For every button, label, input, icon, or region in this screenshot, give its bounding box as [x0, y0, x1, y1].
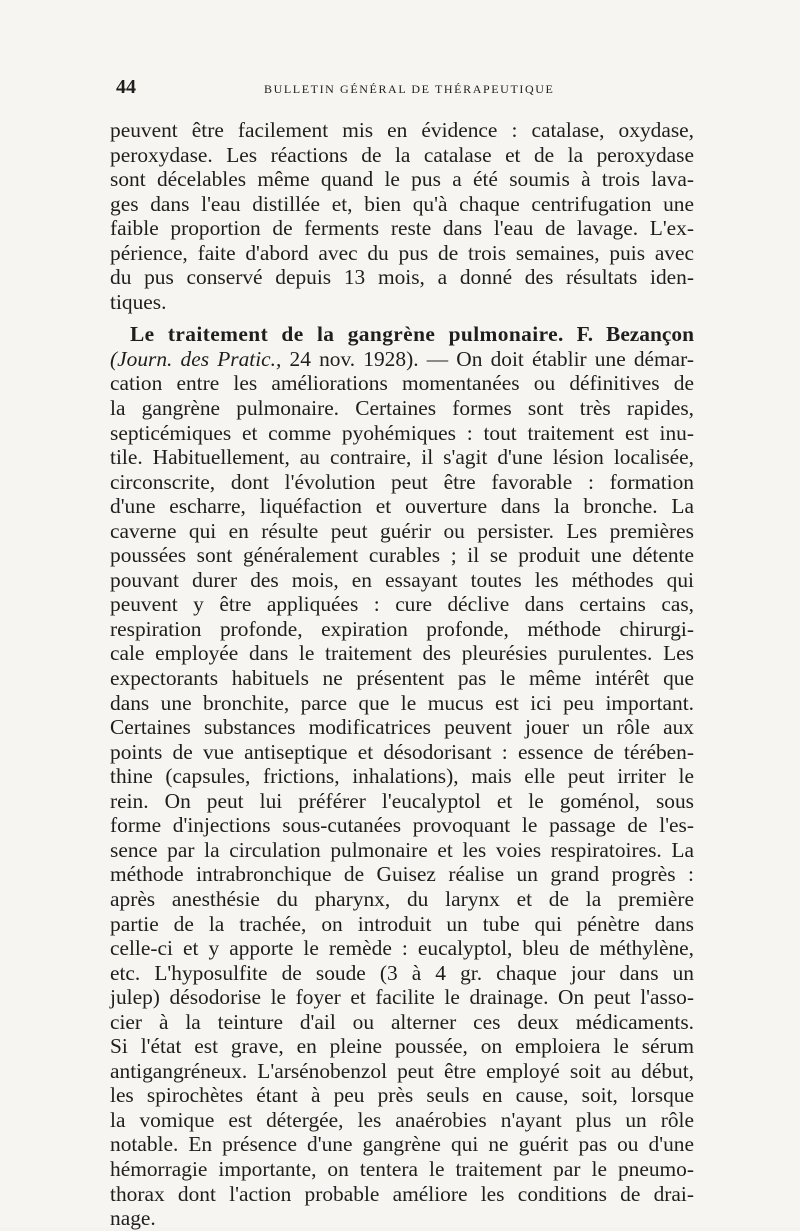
- text-line: rein. On peut lui préférer l'eucalyptol et le goménol, sous: [110, 788, 694, 813]
- text-line: notable. En présence d'une gangrène qui ne guérit pas ou d'une: [110, 1132, 694, 1157]
- text-line: antigangréneux. L'arsénobenzol peut être employé soit au début,: [110, 1058, 694, 1083]
- paragraph-2: [110, 322, 694, 1230]
- text-line: sence par la circulation pulmonaire et les voies respiratoires. La: [110, 837, 694, 862]
- article-title: Le traitement de la gangrène pulmonaire.: [130, 322, 564, 347]
- text-line: les spirochètes étant à peu près seuls en cause, soit, lorsque: [110, 1083, 694, 1108]
- text-line: tile. Habituellement, au contraire, il s'agit d'une lésion localisée,: [110, 445, 694, 470]
- text-line: septicémiques et comme pyohémiques : tout traitement est inu-: [110, 420, 694, 445]
- text-line: partie de la trachée, on introduit un tube qui pénètre dans: [110, 911, 694, 936]
- text-line: thine (capsules, frictions, inhalations), mais elle peut irriter le: [110, 764, 694, 789]
- text-line: etc. L'hyposulfite de soude (3 à 4 gr. chaque jour dans un: [110, 960, 694, 985]
- text-line: cier à la teinture d'ail ou alterner ces deux médicaments.: [110, 1009, 694, 1034]
- text-line: peroxydase. Les réactions de la catalase et de la peroxydase: [110, 142, 694, 167]
- text-line: pouvant durer des mois, en essayant toutes les méthodes qui: [110, 567, 694, 592]
- text-line: forme d'injections sous-cutanées provoquant le passage de l'es-: [110, 813, 694, 838]
- text-line: ges dans l'eau distillée et, bien qu'à chaque centrifugation une: [110, 191, 694, 216]
- page-number: 44: [116, 76, 136, 98]
- text-line: nage.: [110, 1206, 156, 1231]
- text-line: peuvent y être appliquées : cure déclive dans certains cas,: [110, 592, 694, 617]
- text-line: caverne qui en résulte peut guérir ou persister. Les premières: [110, 518, 694, 543]
- text-line: points de vue antiseptique et désodorisant : essence de térében-: [110, 739, 694, 764]
- text-line: la gangrène pulmonaire. Certaines formes sont très rapides,: [110, 396, 694, 421]
- text-line: dans une bronchite, parce que le mucus est ici peu important.: [110, 690, 694, 715]
- source-date: 24 nov. 1928).: [281, 346, 419, 371]
- text-line: cation entre les améliorations momentanées ou définitives de: [110, 371, 694, 396]
- text-line: circonscrite, dont l'évolution peut être favorable : formation: [110, 469, 694, 494]
- text-line: expectorants habituels ne présentent pas le même intérêt que: [110, 666, 694, 691]
- article-lines: [110, 371, 694, 1230]
- text-line: la vomique est détergée, les anaérobies n'ayant plus un rôle: [110, 1107, 694, 1132]
- text-line: thorax dont l'action probable améliore les conditions de drai-: [110, 1181, 694, 1206]
- text-line: après anesthésie du pharynx, du larynx et de la première: [110, 886, 694, 911]
- text-line: Certaines substances modificatrices peuvent jouer un rôle aux: [110, 715, 694, 740]
- text-line: poussées sont généralement curables ; il se produit une détente: [110, 543, 694, 568]
- text-line: du pus conservé depuis 13 mois, a donné des résultats iden-: [110, 265, 694, 290]
- article-author: F. Bezançon: [576, 322, 694, 347]
- text-line: julep) désodorise le foyer et facilite le drainage. On peut l'asso-: [110, 985, 694, 1010]
- text-line: peuvent être facilement mis en évidence : catalase, oxydase,: [110, 118, 694, 142]
- running-head: BULLETIN GÉNÉRAL DE THÉRAPEUTIQUE: [264, 82, 555, 96]
- page-header: [116, 76, 696, 100]
- first-line-rest: — On doit établir une démar-: [418, 346, 694, 371]
- text-line: périence, faite d'abord avec du pus de trois semaines, puis avec: [110, 240, 694, 265]
- body-text: [110, 118, 694, 1231]
- article-source-line: [110, 347, 694, 372]
- text-line: respiration profonde, expiration profonde, méthode chirurgi-: [110, 616, 694, 641]
- text-line: Si l'état est grave, en pleine poussée, on emploiera le sérum: [110, 1034, 694, 1059]
- text-line: méthode intrabronchique de Guisez réalise un grand progrès :: [110, 862, 694, 887]
- text-line: tiques.: [110, 289, 167, 314]
- text-line: cale employée dans le traitement des pleurésies purulentes. Les: [110, 641, 694, 666]
- article-heading-line: [110, 322, 694, 347]
- paragraph-1: [110, 118, 694, 314]
- text-line: faible proportion de ferments reste dans l'eau de lavage. L'ex-: [110, 216, 694, 241]
- text-line: celle-ci et y apporte le remède : eucalyptol, bleu de méthylène,: [110, 936, 694, 961]
- text-line: hémorragie importante, on tentera le traitement par le pneumo-: [110, 1156, 694, 1181]
- text-line: d'une escharre, liquéfaction et ouverture dans la bronche. La: [110, 494, 694, 519]
- source-journal: (Journ. des Pratic.,: [110, 346, 282, 371]
- text-line: sont décelables même quand le pus a été soumis à trois lava-: [110, 167, 694, 192]
